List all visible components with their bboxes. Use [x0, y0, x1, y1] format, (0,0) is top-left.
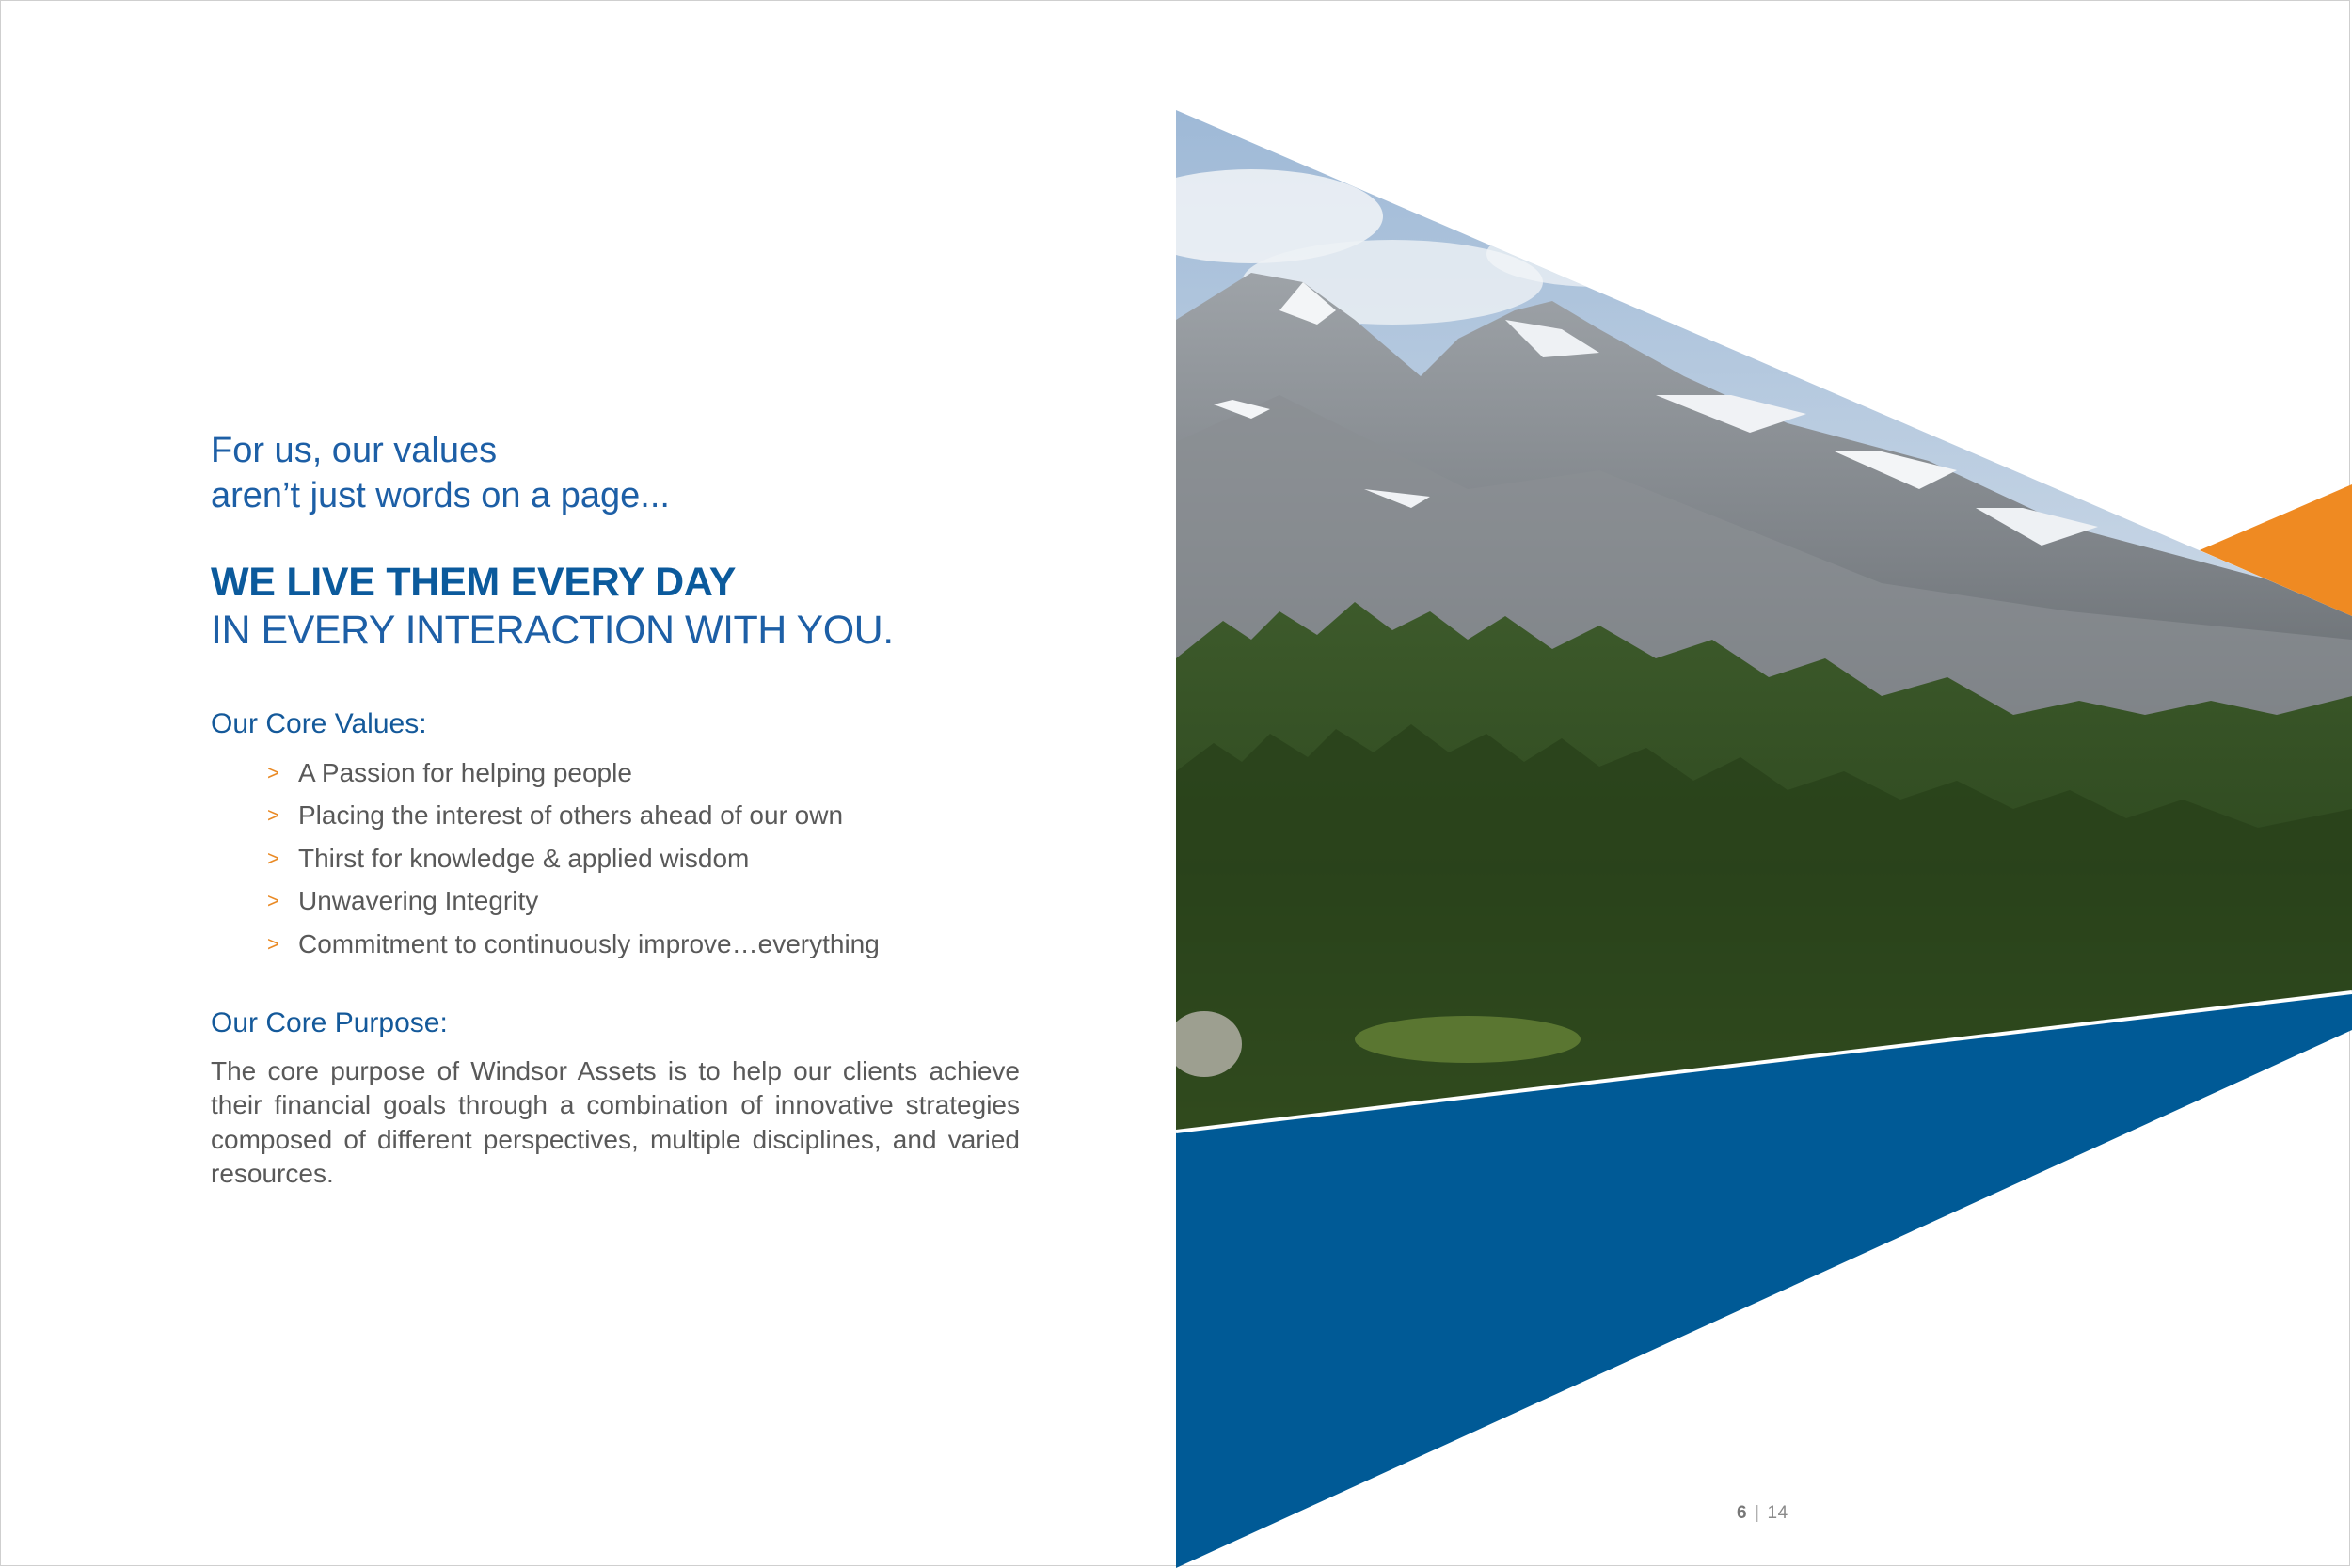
list-item-text: Thirst for knowledge & applied wisdom	[298, 843, 750, 873]
headline: WE LIVE THEM EVERY DAY	[211, 560, 737, 605]
list-item-text: A Passion for helping people	[298, 757, 632, 787]
page-current: 6	[1737, 1503, 1748, 1523]
subheadline: IN EVERY INTERACTION WITH YOU.	[211, 608, 894, 653]
list-item-text: Unwavering Integrity	[298, 886, 539, 916]
core-purpose-text: The core purpose of Windsor Assets is to help our clients achieve their financial goals through a combination of innovative strategies composed of different perspectives, multiple disciplines, and varied resources.	[211, 1055, 1020, 1188]
intro-line-2: aren’t just words on a page...	[211, 476, 670, 515]
chevron-right-icon: >	[267, 760, 279, 784]
page-number	[1737, 1503, 1788, 1524]
landscape-photo	[1120, 94, 2352, 1138]
intro-line-1: For us, our values	[211, 431, 498, 470]
list-item-text: Commitment to continuously improve…everything	[298, 928, 880, 958]
chevron-right-icon: >	[267, 931, 279, 956]
chevron-right-icon: >	[267, 889, 279, 913]
chevron-right-icon: >	[267, 803, 279, 828]
page-separator: |	[1755, 1503, 1760, 1523]
core-purpose-title: Our Core Purpose:	[211, 1006, 448, 1038]
core-values-title: Our Core Values:	[211, 708, 427, 739]
page-total: 14	[1767, 1503, 1788, 1523]
chevron-right-icon: >	[267, 846, 279, 870]
list-item-text: Placing the interest of others ahead of our own	[298, 800, 844, 831]
